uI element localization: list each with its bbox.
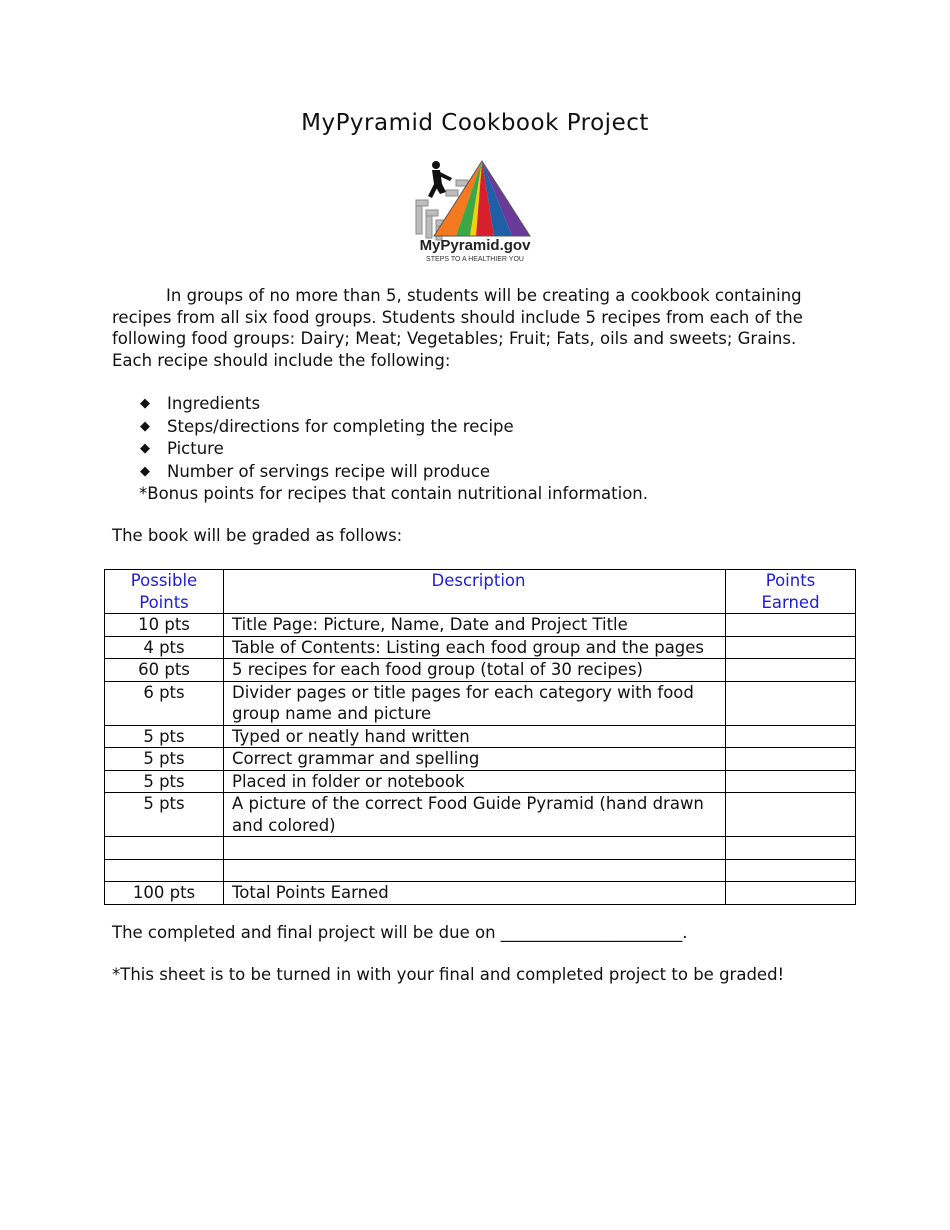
requirements-list [112,393,812,483]
earned-cell[interactable] [726,614,856,637]
table-row [105,748,856,771]
due-date-line: The completed and final project will be due on ______________________. [112,923,688,942]
mypyramid-logo [412,158,538,266]
logo-tagline: STEPS TO A HEALTHIER YOU [426,256,524,263]
total-description-cell: Total Points Earned [224,882,726,905]
description-cell: Title Page: Picture, Name, Date and Project Title [224,614,726,637]
earned-cell[interactable] [726,793,856,837]
grading-table [104,569,856,905]
table-row-total [105,882,856,905]
description-cell: Placed in folder or notebook [224,770,726,793]
earned-cell[interactable] [726,859,856,882]
description-cell: 5 recipes for each food group (total of 30 recipes) [224,659,726,682]
earned-cell[interactable] [726,681,856,725]
page-title: MyPyramid Cookbook Project [301,110,649,136]
description-cell: Divider pages or title pages for each category with food group name and picture [224,681,726,725]
points-cell: 60 pts [105,659,224,682]
diamond-bullet-icon: ◆ [140,396,150,411]
table-row [105,681,856,725]
total-points-cell: 100 pts [105,882,224,905]
pyramid-graphic [434,161,530,236]
points-cell: 4 pts [105,636,224,659]
header-possible-points: Possible Points [105,570,224,614]
description-cell: Correct grammar and spelling [224,748,726,771]
table-row [105,636,856,659]
header-description: Description [224,570,726,614]
earned-cell[interactable] [726,659,856,682]
earned-cell[interactable] [726,725,856,748]
earned-cell[interactable] [726,636,856,659]
header-points-earned: Points Earned [726,570,856,614]
intro-paragraph [112,285,812,371]
diamond-bullet-icon: ◆ [140,463,150,479]
diamond-bullet-icon: ◆ [140,441,150,456]
description-cell[interactable] [224,837,726,860]
logo-name: MyPyramid.gov [419,237,531,254]
description-cell: Typed or neatly hand written [224,725,726,748]
earned-cell[interactable] [726,837,856,860]
list-item: ◆ Ingredients [112,393,812,416]
points-cell: 5 pts [105,793,224,837]
description-cell: Table of Contents: Listing each food group and the pages [224,636,726,659]
points-cell: 10 pts [105,614,224,637]
points-cell[interactable] [105,859,224,882]
table-row [105,770,856,793]
points-cell: 5 pts [105,770,224,793]
description-cell: A picture of the correct Food Guide Pyramid (hand drawn and colored) [224,793,726,837]
earned-cell[interactable] [726,770,856,793]
list-item: ◆ Number of servings recipe will produce [112,461,812,484]
earned-cell[interactable] [726,748,856,771]
turn-in-note: *This sheet is to be turned in with your final and completed project to be graded! [112,965,785,984]
table-row-blank [105,859,856,882]
diamond-bullet-icon: ◆ [140,418,150,434]
table-row [105,793,856,837]
table-row [105,614,856,637]
table-row [105,659,856,682]
points-cell[interactable] [105,837,224,860]
grading-intro: The book will be graded as follows: [112,526,403,545]
list-item: ◆ Steps/directions for completing the recipe [112,416,812,439]
list-item: ◆ Picture [112,438,812,461]
intro-text: In groups of no more than 5, students will be creating a cookbook containing recipes from all six food groups. Students should include 5 recipes from each of the following food groups: Dairy; Meat; Vegetables; Fruit; Fats, oils and sweets; Grains. Each recipe should include the following: [112,286,803,370]
points-cell: 6 pts [105,681,224,725]
points-cell: 5 pts [105,725,224,748]
total-earned-cell[interactable] [726,882,856,905]
description-cell[interactable] [224,859,726,882]
table-row-blank [105,837,856,860]
points-cell: 5 pts [105,748,224,771]
table-header-row [105,570,856,614]
table-row [105,725,856,748]
bonus-note: *Bonus points for recipes that contain nutritional information. [139,484,648,503]
